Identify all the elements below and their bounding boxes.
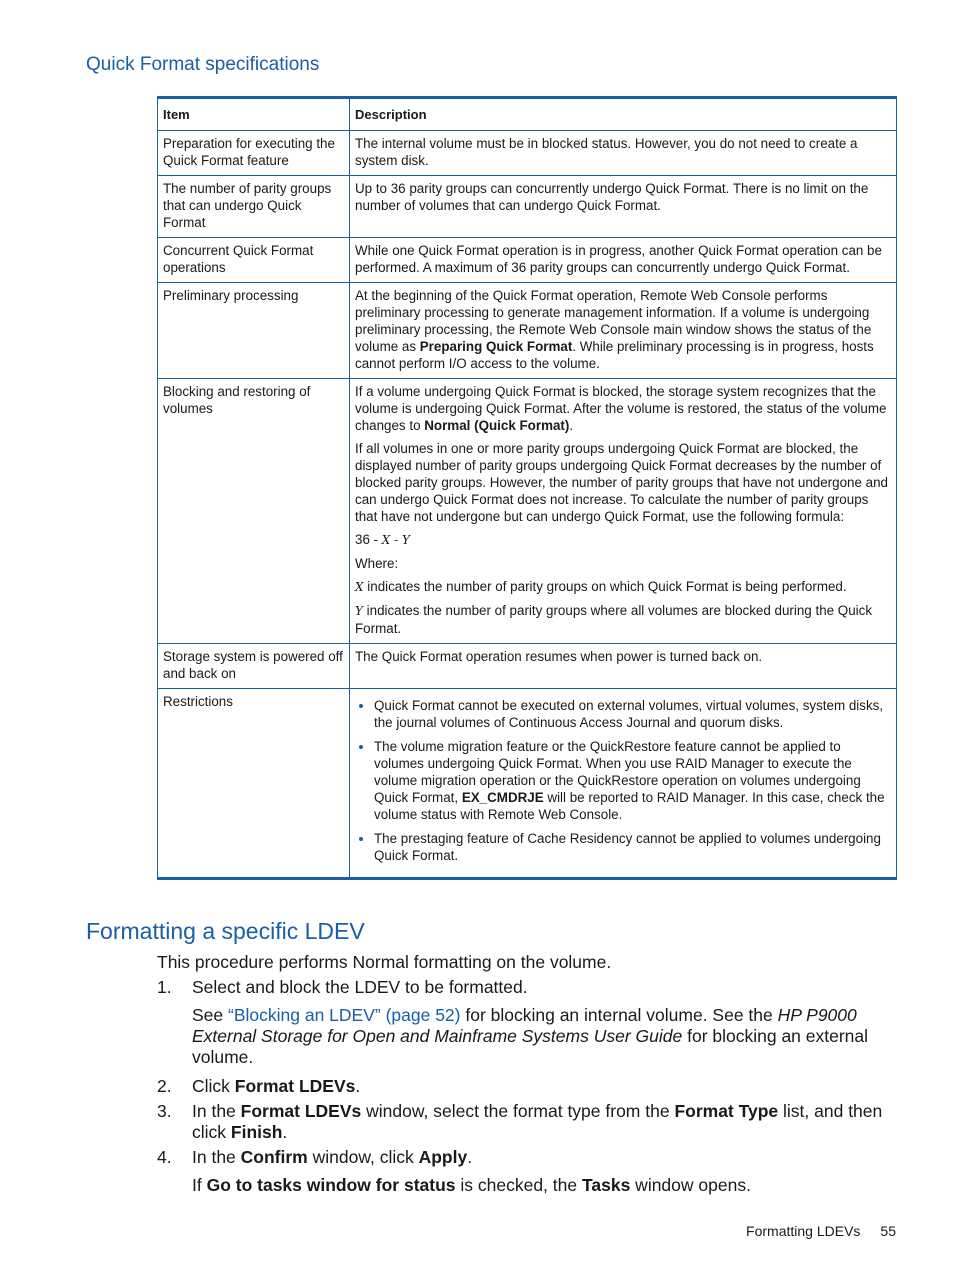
step-number: 3. xyxy=(157,1101,172,1121)
description-paragraph: If all volumes in one or more parity groups undergoing Quick Format are blocked, the displayed number of parity groups undergoing Quick Format decreases by the number of blocked parity groups. However, the number of parity groups that have not undergone and can undergo Quick Format does not increase. To calculate the number of parity groups that have not undergone but can undergo Quick Format, use the following formula: xyxy=(355,441,888,524)
page-footer xyxy=(746,1223,896,1239)
description-text: At the beginning of the Quick Format operation, Remote Web Console performs preliminary processing to generate management information. If a volume is undergoing preliminary processing, the Remote Web Console main window shows the status of the volume as xyxy=(355,288,872,354)
step-number: 1. xyxy=(157,977,172,997)
step-1-detail xyxy=(192,1005,902,1068)
step-1 xyxy=(157,977,902,998)
list-item-text: The volume migration feature or the QuickRestore feature cannot be applied to volumes undergoing Quick Format. When you use RAID Manager to execute the volume migration operation or the QuickRestore operation on volumes undergoing Quick Format, xyxy=(374,739,861,805)
item-cell: Preparation for executing the Quick Format feature xyxy=(158,131,350,176)
step-text-part: window, click xyxy=(307,1147,419,1167)
item-cell: Preliminary processing xyxy=(158,283,350,379)
ui-label: Go to tasks window for status xyxy=(206,1175,456,1195)
column-header-item: Item xyxy=(158,98,350,131)
table-row xyxy=(158,238,897,283)
description-cell xyxy=(350,689,897,879)
description-cell xyxy=(350,379,897,644)
description-text: If a volume undergoing Quick Format is blocked, the storage system recognizes that the volume is undergoing Quick Format. After the volume is restored, the status of the volume changes to xyxy=(355,384,887,433)
blocking-ldev-link[interactable]: “Blocking an LDEV” (page 52) xyxy=(228,1005,461,1025)
variable-definition-x xyxy=(355,578,891,596)
item-cell: Storage system is powered off and back on xyxy=(158,644,350,689)
ui-label: Format LDEVs xyxy=(234,1076,356,1096)
step-text-part: In the xyxy=(192,1147,241,1167)
ui-label: Apply xyxy=(418,1147,468,1167)
step-text xyxy=(192,1101,902,1143)
main-heading: Formatting a specific LDEV xyxy=(86,918,365,944)
step-text xyxy=(192,1076,902,1097)
list-item xyxy=(374,738,891,823)
ui-label: Confirm xyxy=(240,1147,308,1167)
step-4 xyxy=(157,1147,902,1168)
table-row xyxy=(158,131,897,176)
formula xyxy=(355,531,891,549)
status-name-text: Preparing Quick Format xyxy=(419,339,573,354)
step-number: 2. xyxy=(157,1076,172,1096)
table-row xyxy=(158,644,897,689)
step-2 xyxy=(157,1076,902,1097)
footer-section-name: Formatting LDEVs xyxy=(746,1223,861,1239)
status-name-text: Normal (Quick Format) xyxy=(424,418,570,433)
description-text: . While preliminary processing is in progress, hosts cannot perform I/O access to the volume. xyxy=(355,339,874,371)
table-row xyxy=(158,283,897,379)
step-text-part: Click xyxy=(192,1076,235,1096)
detail-text: for blocking an internal volume. See the xyxy=(460,1005,778,1025)
detail-text: is checked, the xyxy=(455,1175,582,1195)
description-paragraph xyxy=(355,383,891,434)
where-label: Where: xyxy=(355,556,399,571)
variable-x: X xyxy=(355,580,364,594)
detail-text: for blocking an external volume. xyxy=(192,1026,869,1067)
item-cell: The number of parity groups that can undergo Quick Format xyxy=(158,176,350,238)
list-item: • Quick Format cannot be executed on external volumes, virtual volumes, system disks, the journal volumes of Continuous Access Journal and quorum disks. xyxy=(374,697,891,731)
description-cell: The internal volume must be in blocked status. However, you do not need to create a system disk. xyxy=(350,131,897,176)
description-text: . xyxy=(569,418,574,433)
step-text-part: list, and then click xyxy=(192,1101,883,1142)
step-text-part: . xyxy=(467,1147,473,1167)
variable-y-text: indicates the number of parity groups where all volumes are blocked during the Quick Format. xyxy=(355,603,873,636)
step-text xyxy=(192,1147,902,1168)
error-code-text: EX_CMDRJE xyxy=(461,790,544,805)
item-cell: Restrictions xyxy=(158,689,350,879)
page-number: 55 xyxy=(880,1223,896,1239)
guide-title: HP P9000 External Storage for Open and Mainframe Systems User Guide xyxy=(192,1005,857,1046)
step-text-part: . xyxy=(355,1076,361,1096)
description-cell: The Quick Format operation resumes when power is turned back on. xyxy=(350,644,897,689)
procedure-body xyxy=(157,952,902,1196)
step-4-detail xyxy=(192,1175,902,1196)
description-cell: While one Quick Format operation is in progress, another Quick Format operation can be performed. A maximum of 36 parity groups can concurrently undergo Quick Format. xyxy=(350,238,897,283)
description-cell xyxy=(350,283,897,379)
item-cell: Concurrent Quick Format operations xyxy=(158,238,350,283)
column-header-description: Description xyxy=(350,98,897,131)
variable-x-text: indicates the number of parity groups on which Quick Format is being performed. xyxy=(363,579,847,594)
ui-label: Tasks xyxy=(581,1175,631,1195)
variable-y: Y xyxy=(355,604,363,618)
intro-text: This procedure performs Normal formatting on the volume. xyxy=(157,952,612,972)
variable-definition-y xyxy=(355,602,891,637)
step-3 xyxy=(157,1101,902,1143)
item-cell: Blocking and restoring of volumes xyxy=(158,379,350,644)
detail-text: If xyxy=(192,1175,207,1195)
ui-label: Format Type xyxy=(674,1101,779,1121)
table-row xyxy=(158,689,897,879)
step-text-part: window, select the format type from the xyxy=(361,1101,675,1121)
ui-label: Format LDEVs xyxy=(240,1101,362,1121)
step-text: Select and block the LDEV to be formatted. xyxy=(192,977,528,997)
step-text-part: In the xyxy=(192,1101,241,1121)
table-row xyxy=(158,379,897,644)
list-item: • The prestaging feature of Cache Residency cannot be applied to volumes undergoing Quick Format. xyxy=(374,830,891,864)
table-header-row xyxy=(158,98,897,131)
restrictions-list xyxy=(355,697,891,864)
detail-text: See xyxy=(192,1005,228,1025)
formula-constant: 36 - xyxy=(355,532,382,547)
specifications-table xyxy=(157,96,897,880)
step-number: 4. xyxy=(157,1147,172,1167)
formula-variables: X - Y xyxy=(381,533,410,547)
list-item-text: will be reported to RAID Manager. In this case, check the volume status with Remote Web Console. xyxy=(374,790,885,822)
section-title: Quick Format specifications xyxy=(86,54,320,75)
description-cell: Up to 36 parity groups can concurrently undergo Quick Format. There is no limit on the number of volumes that can undergo Quick Format. xyxy=(350,176,897,238)
detail-text: window opens. xyxy=(630,1175,751,1195)
table-row xyxy=(158,176,897,238)
step-text-part: . xyxy=(282,1122,288,1142)
ui-label: Finish xyxy=(230,1122,283,1142)
